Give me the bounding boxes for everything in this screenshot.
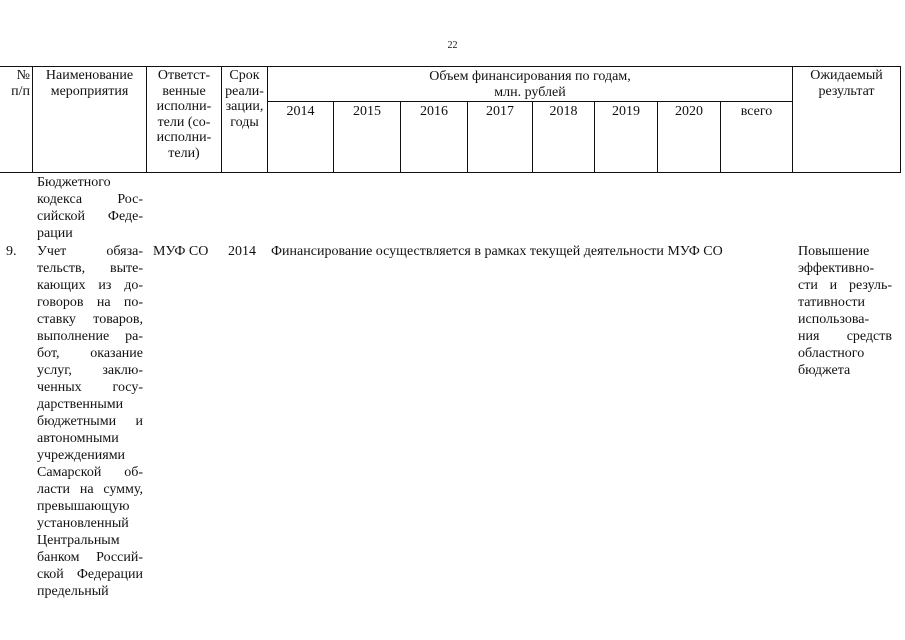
year-2020: 2020 [675,104,703,119]
row-term: 2014 [228,244,256,259]
header-name: Наименование мероприятия [45,68,134,99]
row-responsible: МУФ СО [153,244,209,259]
year-2019: 2019 [612,104,640,119]
page-number: 22 [447,40,458,51]
year-total: всего [740,104,773,119]
header-num: № п/п [11,68,30,99]
col-border [900,66,901,173]
years-row-top-border [268,101,792,102]
year-2014: 2014 [286,104,315,119]
row-result: Повышение эффективно- сти и резуль- тативности использова- ния средств областного бюджета [798,244,892,378]
header-result: Ожидаемый результат [810,68,883,99]
year-2017: 2017 [486,104,514,119]
row-name: Учет обяза- тельств, выте- кающих из до- говоров на по- ставку товаров, выполнение ра- бот, оказание услуг, заклю- ченных госу- дарственными бюджетными и автономными учреждениями Самарской об- ласти на сумму, превышающую установленный Центральным банком Россий- ской Федерации предельный [37,244,143,599]
header-terms: Срок реали- зации, годы [225,68,264,130]
year-2015: 2015 [353,104,381,119]
header-responsible: Ответст- венные исполни- тели (со- исполни- тели) [156,68,212,161]
row-number: 9. [6,244,17,259]
continuation-text: Бюджетного кодекса Рос- сийской Феде- рации [37,175,143,241]
header-funding: Объем финансирования по годам, млн. рублей [429,69,631,100]
table-top-border [0,66,901,67]
year-2016: 2016 [420,104,448,119]
year-2018: 2018 [549,104,578,119]
table-header-bottom-border [0,172,901,173]
row-funding-note: Финансирование осуществляется в рамках текущей деятельности МУФ СО [271,244,723,259]
